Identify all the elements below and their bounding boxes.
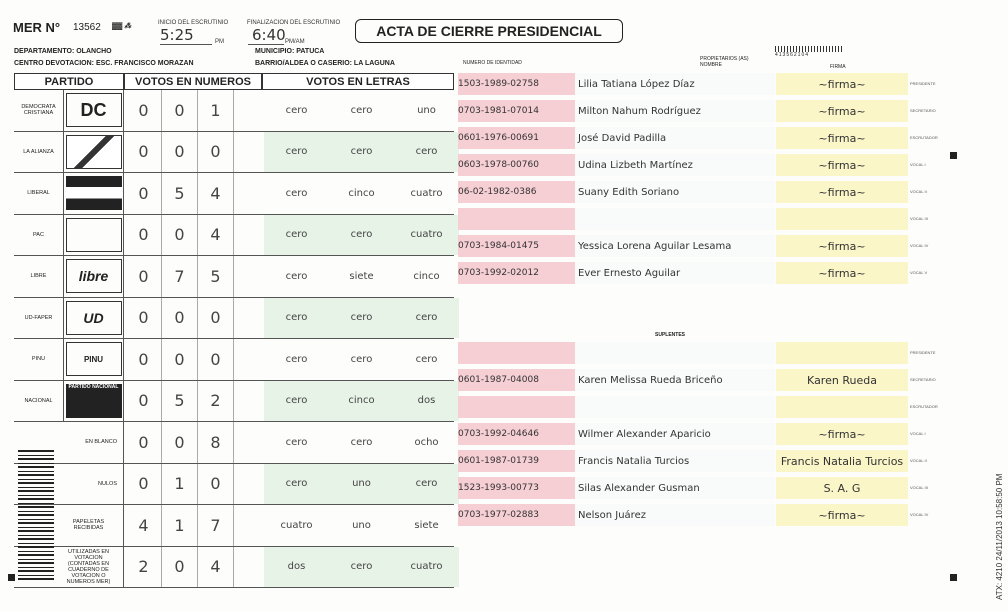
table-row bbox=[14, 464, 454, 506]
member-name: Lilia Tatiana López Díaz bbox=[575, 73, 775, 95]
vote-digit: 2 bbox=[198, 381, 234, 422]
hora-fin-label: FINALIZACION DEL ESCRUTINIO bbox=[247, 20, 341, 26]
registration-mark bbox=[950, 152, 957, 159]
summary-label: UTILIZADAS EN VOTACION (CONTADAS EN CUADERNO DE VOTACION O NUMEROS MER) bbox=[14, 547, 124, 588]
party-logo bbox=[64, 339, 124, 380]
member-row bbox=[458, 154, 910, 176]
member-row bbox=[458, 208, 910, 230]
vote-word: cero bbox=[329, 547, 394, 588]
vote-word: cuatro bbox=[410, 187, 443, 199]
party-logo bbox=[64, 256, 124, 297]
role-label: VOCAL II bbox=[910, 189, 927, 194]
party-name: LA ALIANZA bbox=[14, 132, 64, 173]
departamento-label: DEPARTAMENTO: bbox=[14, 48, 75, 55]
vote-word: cero bbox=[264, 464, 329, 505]
centro-row bbox=[14, 60, 194, 67]
mer-number: 13562 bbox=[73, 22, 101, 33]
vote-word: cero bbox=[264, 132, 329, 173]
side-barcode bbox=[18, 448, 54, 580]
member-row bbox=[458, 450, 910, 472]
vote-digit: 4 bbox=[198, 547, 234, 588]
member-row bbox=[458, 127, 910, 149]
vote-word: ocho bbox=[414, 436, 439, 448]
vote-digit: 2 bbox=[126, 547, 162, 588]
member-id: 0601-1987-04008 bbox=[458, 369, 575, 391]
member-row bbox=[458, 423, 910, 445]
member-id: 0703-1984-01475 bbox=[458, 235, 575, 257]
member-signature: Karen Rueda bbox=[776, 369, 908, 391]
member-signature: ~firma~ bbox=[776, 154, 908, 176]
table-row bbox=[14, 298, 454, 340]
member-name: Wilmer Alexander Aparicio bbox=[575, 423, 775, 445]
party-logo bbox=[64, 215, 124, 256]
vote-digit: 0 bbox=[162, 215, 198, 256]
col-votos-letras: VOTOS EN LETRAS bbox=[262, 73, 454, 90]
party-name: UD-FAPER bbox=[14, 298, 64, 339]
party-logo-mark: UD bbox=[66, 301, 122, 335]
member-id bbox=[458, 208, 575, 230]
member-row bbox=[458, 262, 910, 284]
vote-word: cero bbox=[285, 187, 308, 199]
table-row bbox=[14, 132, 454, 174]
role-label: VOCAL I bbox=[910, 162, 926, 167]
member-signature: ~firma~ bbox=[776, 100, 908, 122]
vote-digit: 8 bbox=[198, 422, 234, 463]
vote-word: cero bbox=[329, 215, 394, 256]
party-logo bbox=[64, 132, 124, 173]
vote-word: cero bbox=[285, 353, 308, 365]
municipio-row bbox=[255, 48, 324, 55]
vote-word: cero bbox=[350, 436, 373, 448]
member-id: 1503-1989-02758 bbox=[458, 73, 575, 95]
hora-inicio-suffix: PM bbox=[215, 39, 224, 45]
member-id: 0703-1992-04646 bbox=[458, 423, 575, 445]
vote-digit: 5 bbox=[162, 381, 198, 422]
member-name: Milton Nahum Rodríguez bbox=[575, 100, 775, 122]
vote-word: cuatro bbox=[280, 519, 313, 531]
vote-digit: 4 bbox=[198, 215, 234, 256]
role-label: VOCAL IV bbox=[910, 512, 929, 517]
vote-digit: 0 bbox=[162, 298, 198, 339]
hora-inicio: 5:25 bbox=[160, 26, 194, 44]
vote-word: cero bbox=[329, 132, 394, 173]
member-signature: ~firma~ bbox=[776, 73, 908, 95]
vote-digit: 0 bbox=[126, 90, 162, 131]
member-row bbox=[458, 396, 910, 418]
party-name: PINU bbox=[14, 339, 64, 380]
vote-word: cinco bbox=[348, 187, 375, 199]
vote-digit: 1 bbox=[198, 90, 234, 131]
member-signature: ~firma~ bbox=[776, 504, 908, 526]
member-signature bbox=[776, 396, 908, 418]
table-row bbox=[14, 215, 454, 257]
vote-word: siete bbox=[414, 519, 439, 531]
member-id: 0703-1981-07014 bbox=[458, 100, 575, 122]
role-label: VOCAL II bbox=[910, 458, 927, 463]
vote-digit: 0 bbox=[126, 464, 162, 505]
vote-word: cinco bbox=[413, 270, 440, 282]
member-signature bbox=[776, 208, 908, 230]
vote-digit: 0 bbox=[162, 547, 198, 588]
vote-digit: 0 bbox=[198, 298, 234, 339]
hora-inicio-line bbox=[160, 44, 212, 45]
vote-digit: 0 bbox=[126, 215, 162, 256]
barrio-row bbox=[255, 60, 395, 67]
sign-header: FIRMA bbox=[830, 64, 846, 70]
centro-value: ESC. FRANCISCO MORAZAN bbox=[95, 60, 194, 67]
vote-word: uno bbox=[417, 104, 436, 116]
hora-inicio-label: INICIO DEL ESCRUTINIO bbox=[158, 20, 229, 26]
vote-digit: 0 bbox=[198, 132, 234, 173]
role-label: ESCRUTADOR bbox=[910, 404, 938, 409]
role-label: SECRETARIO bbox=[910, 108, 936, 113]
member-signature: S. A. G bbox=[776, 477, 908, 499]
party-logo-mark: libre bbox=[66, 259, 122, 293]
table-row bbox=[14, 505, 454, 547]
vote-word: cero bbox=[285, 436, 308, 448]
member-signature: ~firma~ bbox=[776, 235, 908, 257]
role-label: VOCAL IV bbox=[910, 243, 929, 248]
member-row bbox=[458, 369, 910, 391]
vote-word: cero bbox=[394, 464, 459, 505]
vote-digit: 0 bbox=[126, 339, 162, 380]
vote-digit: 4 bbox=[126, 505, 162, 546]
vote-digit: 0 bbox=[126, 422, 162, 463]
member-name bbox=[575, 396, 775, 418]
member-id: 0601-1976-00691 bbox=[458, 127, 575, 149]
vote-word: cinco bbox=[329, 381, 394, 422]
role-label: VOCAL III bbox=[910, 485, 928, 490]
vote-word: cero bbox=[394, 298, 459, 339]
member-name: Udina Lizbeth Martínez bbox=[575, 154, 775, 176]
member-id bbox=[458, 342, 575, 364]
member-name: Nelson Juárez bbox=[575, 504, 775, 526]
member-id: 1523-1993-00773 bbox=[458, 477, 575, 499]
role-label: PRESIDENTE bbox=[910, 350, 936, 355]
tse-logo: ▓▓ ⁂ bbox=[112, 23, 132, 30]
member-row bbox=[458, 73, 910, 95]
member-row bbox=[458, 235, 910, 257]
barrio-label: BARRIO/ALDEA O CASERIO: bbox=[255, 60, 352, 67]
member-name: Silas Alexander Gusman bbox=[575, 477, 775, 499]
vote-digit: 4 bbox=[198, 173, 234, 214]
vote-digit: 7 bbox=[162, 256, 198, 297]
mer-label: MER N° bbox=[13, 20, 61, 35]
suplentes-label: SUPLENTES bbox=[655, 332, 686, 338]
member-signature: ~firma~ bbox=[776, 181, 908, 203]
member-row bbox=[458, 181, 910, 203]
summary-label: PAPELETAS RECIBIDAS bbox=[14, 505, 124, 546]
vote-word: cero bbox=[350, 353, 373, 365]
votes-table bbox=[14, 73, 454, 589]
party-logo-mark bbox=[66, 176, 122, 210]
vote-digit: 5 bbox=[162, 173, 198, 214]
role-label: SECRETARIO bbox=[910, 377, 936, 382]
hora-fin: 6:40 bbox=[252, 26, 286, 44]
member-row bbox=[458, 342, 910, 364]
party-logo bbox=[64, 173, 124, 214]
id-header: NUMERO DE IDENTIDAD bbox=[463, 60, 522, 66]
table-row bbox=[14, 173, 454, 215]
member-id: 0703-1977-02883 bbox=[458, 504, 575, 526]
party-logo-mark: DC bbox=[66, 93, 122, 127]
party-logo-mark: PINU bbox=[66, 342, 122, 376]
vote-digit: 0 bbox=[198, 339, 234, 380]
centro-label: CENTRO DEVOTACION: bbox=[14, 60, 94, 67]
vote-digit: 0 bbox=[162, 132, 198, 173]
table-row bbox=[14, 90, 454, 132]
member-id bbox=[458, 396, 575, 418]
registration-mark bbox=[8, 574, 15, 581]
atx-stamp: ATX: 4210 24/11/2013 10:58:50 PM bbox=[995, 473, 1004, 600]
member-signature: ~firma~ bbox=[776, 423, 908, 445]
acta-title: ACTA DE CIERRE PRESIDENCIAL bbox=[355, 19, 623, 43]
vote-word: cero bbox=[285, 270, 308, 282]
registration-mark bbox=[950, 574, 957, 581]
vote-word: cuatro bbox=[394, 215, 459, 256]
summary-label: NULOS bbox=[14, 464, 124, 505]
member-id: 06-02-1982-0386 bbox=[458, 181, 575, 203]
hora-fin-suffix: PM/AM bbox=[285, 39, 305, 45]
member-id: 0603-1978-00760 bbox=[458, 154, 575, 176]
vote-word: cero bbox=[415, 353, 438, 365]
vote-digit: 0 bbox=[162, 422, 198, 463]
vote-digit: 0 bbox=[126, 381, 162, 422]
departamento-value: OLANCHO bbox=[76, 48, 112, 55]
party-name: LIBRE bbox=[14, 256, 64, 297]
member-name bbox=[575, 342, 775, 364]
vote-digit: 0 bbox=[162, 339, 198, 380]
vote-word: cero bbox=[264, 381, 329, 422]
table-row bbox=[14, 339, 454, 381]
vote-digit: 0 bbox=[162, 90, 198, 131]
vote-word: cuatro bbox=[394, 547, 459, 588]
role-label: VOCAL III bbox=[910, 216, 928, 221]
summary-label: EN BLANCO bbox=[14, 422, 124, 463]
municipio-label: MUNICIPIO: bbox=[255, 48, 295, 55]
member-name: Ever Ernesto Aguilar bbox=[575, 262, 775, 284]
party-name: NACIONAL bbox=[14, 381, 64, 422]
vote-word: dos bbox=[264, 547, 329, 588]
vote-digit: 1 bbox=[162, 505, 198, 546]
departamento-row bbox=[14, 48, 112, 55]
table-row bbox=[14, 422, 454, 464]
party-name: PAC bbox=[14, 215, 64, 256]
member-signature bbox=[776, 342, 908, 364]
barrio-value: LA LAGUNA bbox=[353, 60, 395, 67]
hora-fin-line bbox=[248, 44, 284, 45]
col-votos-numeros: VOTOS EN NUMEROS bbox=[124, 73, 262, 90]
vote-word: cero bbox=[264, 298, 329, 339]
vote-word: uno bbox=[329, 464, 394, 505]
member-name: José David Padilla bbox=[575, 127, 775, 149]
vote-digit: 0 bbox=[198, 464, 234, 505]
member-id: 0703-1992-02012 bbox=[458, 262, 575, 284]
member-name bbox=[575, 208, 775, 230]
vote-word: cero bbox=[329, 298, 394, 339]
vote-digit: 7 bbox=[198, 505, 234, 546]
role-label: VOCAL I bbox=[910, 431, 926, 436]
member-name: Francis Natalia Turcios bbox=[575, 450, 775, 472]
party-logo bbox=[64, 298, 124, 339]
vote-word: cero bbox=[285, 104, 308, 116]
vote-word: siete bbox=[349, 270, 374, 282]
party-logo-mark: PARTIDO NACIONAL bbox=[66, 384, 122, 418]
member-name: Yessica Lorena Aguilar Lesama bbox=[575, 235, 775, 257]
member-signature: Francis Natalia Turcios bbox=[776, 450, 908, 472]
party-name: DEMOCRATA CRISTIANA bbox=[14, 90, 64, 131]
barcode-number: 413562104 bbox=[775, 52, 810, 58]
vote-word: dos bbox=[394, 381, 459, 422]
vote-digit: 0 bbox=[126, 173, 162, 214]
vote-digit: 0 bbox=[126, 256, 162, 297]
municipio-value: PATUCA bbox=[296, 48, 325, 55]
member-name: Karen Melissa Rueda Briceño bbox=[575, 369, 775, 391]
party-logo bbox=[64, 381, 124, 422]
vote-word: cero bbox=[394, 132, 459, 173]
vote-word: cero bbox=[350, 104, 373, 116]
member-signature: ~firma~ bbox=[776, 127, 908, 149]
role-label: PRESIDENTE bbox=[910, 81, 936, 86]
member-row bbox=[458, 477, 910, 499]
member-id: 0601-1987-01739 bbox=[458, 450, 575, 472]
table-row bbox=[14, 547, 454, 589]
party-logo-mark bbox=[66, 218, 122, 252]
member-row bbox=[458, 100, 910, 122]
vote-word: cero bbox=[264, 215, 329, 256]
vote-word: uno bbox=[352, 519, 371, 531]
member-row bbox=[458, 504, 910, 526]
party-logo-mark bbox=[66, 135, 122, 169]
vote-digit: 5 bbox=[198, 256, 234, 297]
name-header: PROPIETARIOS (AS) NOMBRE bbox=[700, 56, 749, 68]
table-row bbox=[14, 256, 454, 298]
vote-digit: 1 bbox=[162, 464, 198, 505]
vote-digit: 0 bbox=[126, 298, 162, 339]
party-name: LIBERAL bbox=[14, 173, 64, 214]
col-partido: PARTIDO bbox=[14, 73, 124, 90]
role-label: VOCAL V bbox=[910, 270, 928, 275]
vote-digit: 0 bbox=[126, 132, 162, 173]
member-name: Suany Edith Soriano bbox=[575, 181, 775, 203]
member-signature: ~firma~ bbox=[776, 262, 908, 284]
party-logo bbox=[64, 90, 124, 131]
role-label: ESCRUTADOR bbox=[910, 135, 938, 140]
table-row bbox=[14, 381, 454, 423]
